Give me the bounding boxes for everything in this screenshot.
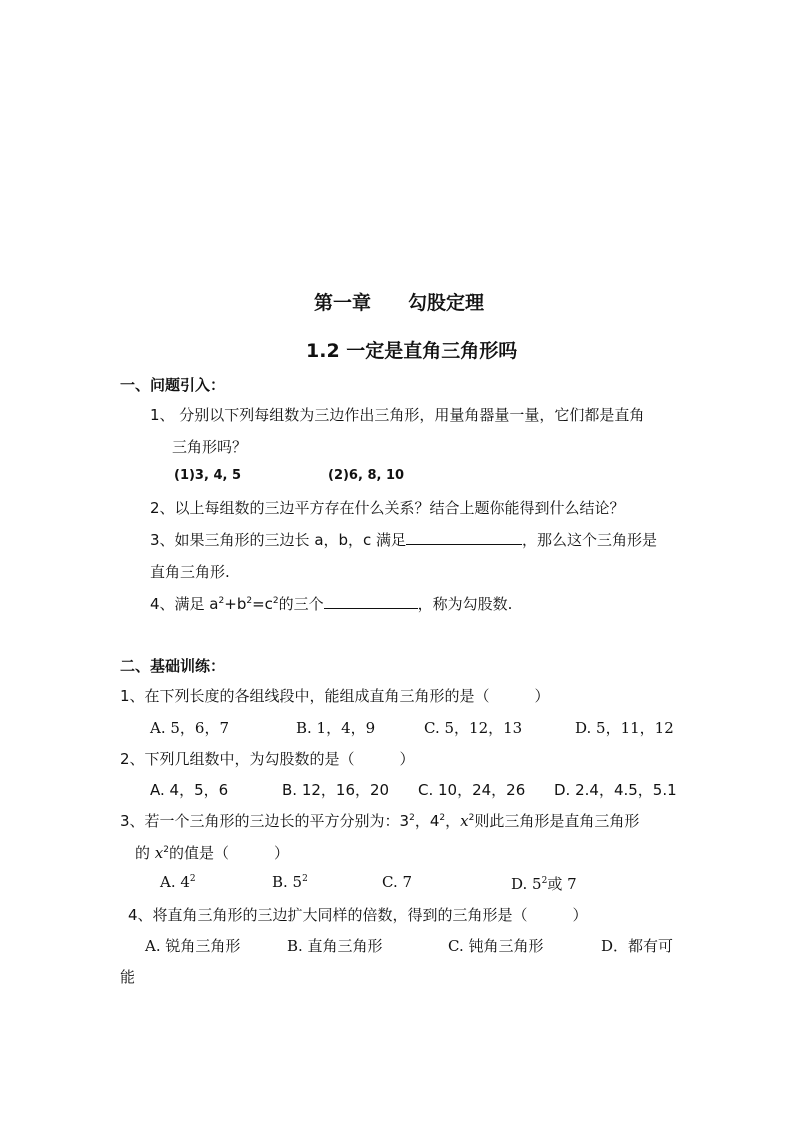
part1-q1-option-2: (2)6, 8, 10 <box>328 468 405 483</box>
part2-q3-option-d-tail: 或 7 <box>547 875 577 893</box>
part2-q3-line2-prefix: 的 <box>135 844 155 862</box>
exponent: 2 <box>272 596 279 606</box>
part2-q3-line1 <box>120 810 639 831</box>
part2-q3-line2 <box>135 842 289 863</box>
variable-x: x <box>460 812 469 830</box>
part1-q1-line2: 三角形吗？ <box>172 438 248 456</box>
part1-q4-tail: ，称为勾股数. <box>417 595 513 613</box>
part2-q4-option-a: A. 锐角三角形 <box>145 937 241 955</box>
part2-q3-option-a <box>160 873 196 891</box>
part2-q2-option-a: A. 4，5，6 <box>150 781 229 799</box>
part2-q3-option-a-text: A. 4 <box>160 873 190 891</box>
part1-q1-option-1: (1)3, 4, 5 <box>174 468 241 483</box>
part1-q3-text: 3、如果三角形的三边长 a，b，c 满足 <box>150 531 407 549</box>
answer-blank[interactable] <box>406 530 522 545</box>
part2-q3-line2-tail: 的值是（ ） <box>168 844 289 862</box>
part1-q3-line1 <box>150 529 657 550</box>
part2-heading: 二、基础训练： <box>120 657 226 675</box>
exponent: 2 <box>409 813 415 823</box>
part2-q1-option-c: C. 5，12，13 <box>424 719 523 737</box>
exponent: 2 <box>218 596 225 606</box>
part1-heading: 一、问题引入： <box>120 376 226 394</box>
variable-x: x <box>154 844 164 862</box>
part2-q3-option-d <box>511 873 577 894</box>
part2-q1-option-b: B. 1，4，9 <box>296 719 376 737</box>
part1-q2: 2、以上每组数的三边平方存在什么关系？结合上题你能得到什么结论？ <box>150 499 625 517</box>
part1-q4-prefix: 4、满足 a <box>150 595 219 613</box>
part1-q3-line2: 直角三角形. <box>150 563 230 581</box>
exponent: 2 <box>163 845 169 855</box>
part1-q4-mid2: =c <box>252 595 273 613</box>
part2-q4-option-c: C. 钝角三角形 <box>448 937 544 955</box>
part2-q2-option-d: D. 2.4，4.5，5.1 <box>554 781 677 799</box>
part2-q3-tail: 则此三角形是直角三角形 <box>474 812 640 830</box>
part1-q3-tail: ，那么这个三角形是 <box>522 531 658 549</box>
part2-q1: 1、在下列长度的各组线段中，能组成直角三角形的是（ ） <box>120 687 550 705</box>
part2-q3-option-c: C. 7 <box>382 873 413 891</box>
part2-q4-option-d: D．都有可 <box>601 937 674 955</box>
exponent: 2 <box>302 874 308 884</box>
part2-q3-sep1: ，4 <box>414 812 440 830</box>
part2-q4: 4、将直角三角形的三边扩大同样的倍数，得到的三角形是（ ） <box>128 906 588 924</box>
part2-q1-option-a: A. 5，6，7 <box>150 719 229 737</box>
part2-q3-option-b <box>272 873 308 891</box>
part2-q1-option-d: D. 5，11，12 <box>575 719 674 737</box>
section-title: 1.2 一定是直角三角形吗 <box>306 340 518 362</box>
exponent: 2 <box>468 813 475 823</box>
part2-q3-sep2: ， <box>445 812 461 830</box>
part2-q2: 2、下列几组数中，为勾股数的是（ ） <box>120 750 415 768</box>
part2-q4-option-b: B. 直角三角形 <box>287 937 383 955</box>
part2-q4-option-d-wrap: 能 <box>120 968 136 986</box>
part2-q3-prefix: 3、若一个三角形的三边长的平方分别为：3 <box>120 812 410 830</box>
chapter-number: 第一章 <box>314 292 372 314</box>
exponent: 2 <box>541 876 548 886</box>
part2-q3-option-d-text: D. 5 <box>511 875 542 893</box>
exponent: 2 <box>246 596 253 606</box>
part2-q2-option-c: C. 10，24，26 <box>418 781 526 799</box>
part2-q3-option-b-text: B. 5 <box>272 873 303 891</box>
exponent: 2 <box>439 813 446 823</box>
part1-q4 <box>150 593 512 614</box>
answer-blank[interactable] <box>324 594 418 609</box>
part2-q2-option-b: B. 12，16，20 <box>282 781 390 799</box>
exponent: 2 <box>189 874 196 884</box>
chapter-title: 勾股定理 <box>408 292 485 314</box>
part1-q4-mid1: +b <box>224 595 247 613</box>
part1-q1-line1: 1、 分别以下列每组数为三边作出三角形，用量角器量一量，它们都是直角 <box>150 406 645 424</box>
part1-q4-mid3: 的三个 <box>278 595 324 613</box>
